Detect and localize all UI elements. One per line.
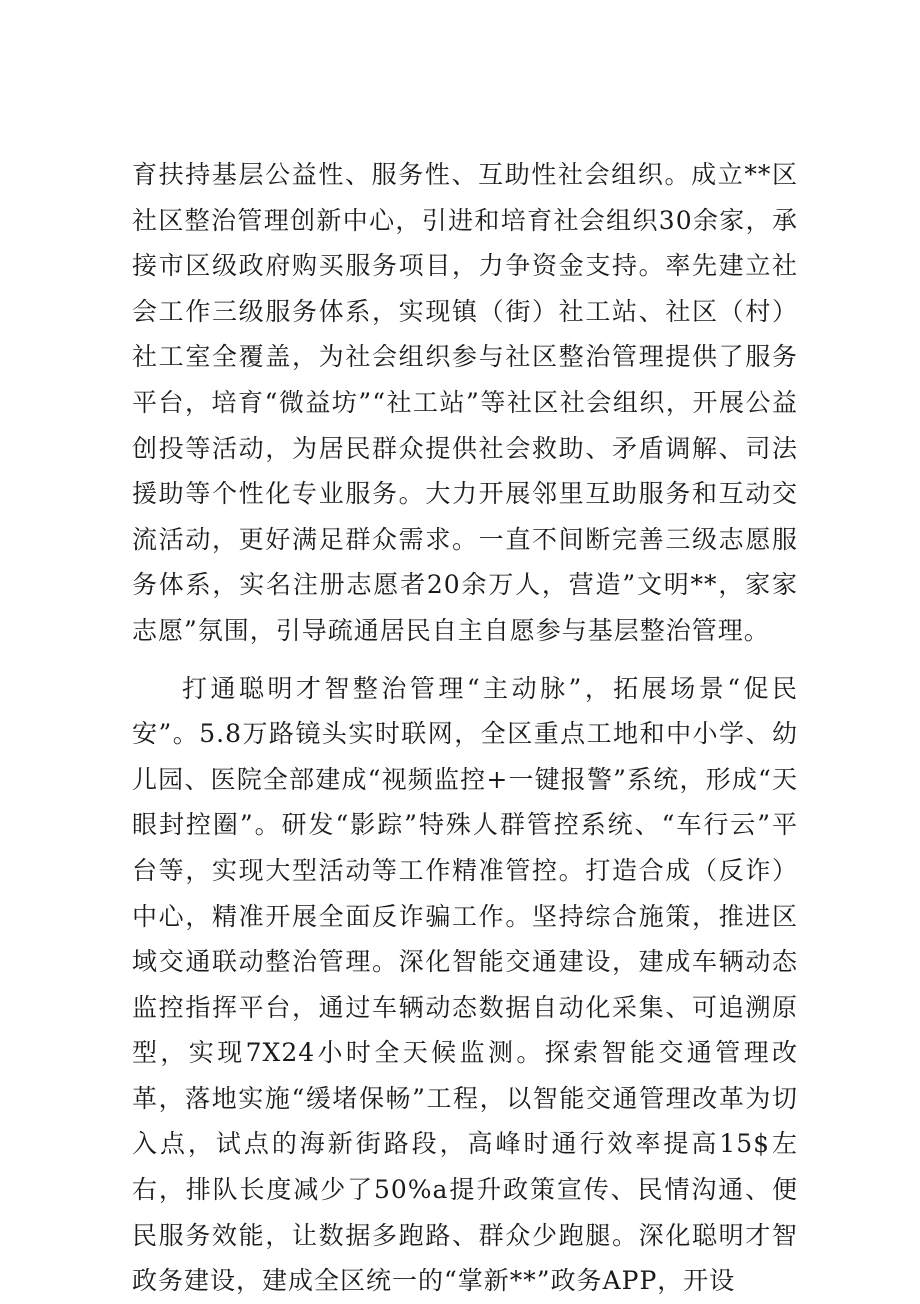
document-page: [132, 152, 798, 1304]
paragraph-smart-governance: 打通聪明才智整治管理“主动脉”，拓展场景“促民安”。5.8万路镜头实时联网，全区重点工地和中小学、幼儿园、医院全部建成“视频监控+一键报警”系统，形成“天眼封控圈”。研发“影踪”特殊人群管控系统、“车行云”平台等，实现大型活动等工作精准管控。打造合成（反诈）中心，精准开展全面反诈骗工作。坚持综合施策，推进区域交通联动整治管理。深化智能交通建设，建成车辆动态监控指挥平台，通过车辆动态数据自动化采集、可追溯原型，实现7X24小时全天候监测。探索智能交通管理改革，落地实施“缓堵保畅”工程，以智能交通管理改革为切入点，试点的海新街路段，高峰时通行效率提高15$左右，排队长度减少了50%a提升政策宣传、民情沟通、便民服务效能，让数据多跑路、群众少跑腿。深化聪明才智政务建设，建成全区统一的“掌新**”政务APP，开设: [132, 673, 798, 1296]
paragraph-social-organizations: 育扶持基层公益性、服务性、互助性社会组织。成立**区社区整治管理创新中心，引进和培育社会组织30余家，承接市区级政府购买服务项目，力争资金支持。率先建立社会工作三级服务体系，实现镇（街）社工站、社区（村）社工室全覆盖，为社会组织参与社区整治管理提供了服务平台，培育“微益坊”“社工站”等社区社会组织，开展公益创投等活动，为居民群众提供社会救助、矛盾调解、司法援助等个性化专业服务。大力开展邻里互助服务和互动交流活动，更好满足群众需求。一直不间断完善三级志愿服务体系，实名注册志愿者20余万人，营造”文明**，家家志愿”氛围，引导疏通居民自主自愿参与基层整治管理。: [132, 160, 798, 645]
